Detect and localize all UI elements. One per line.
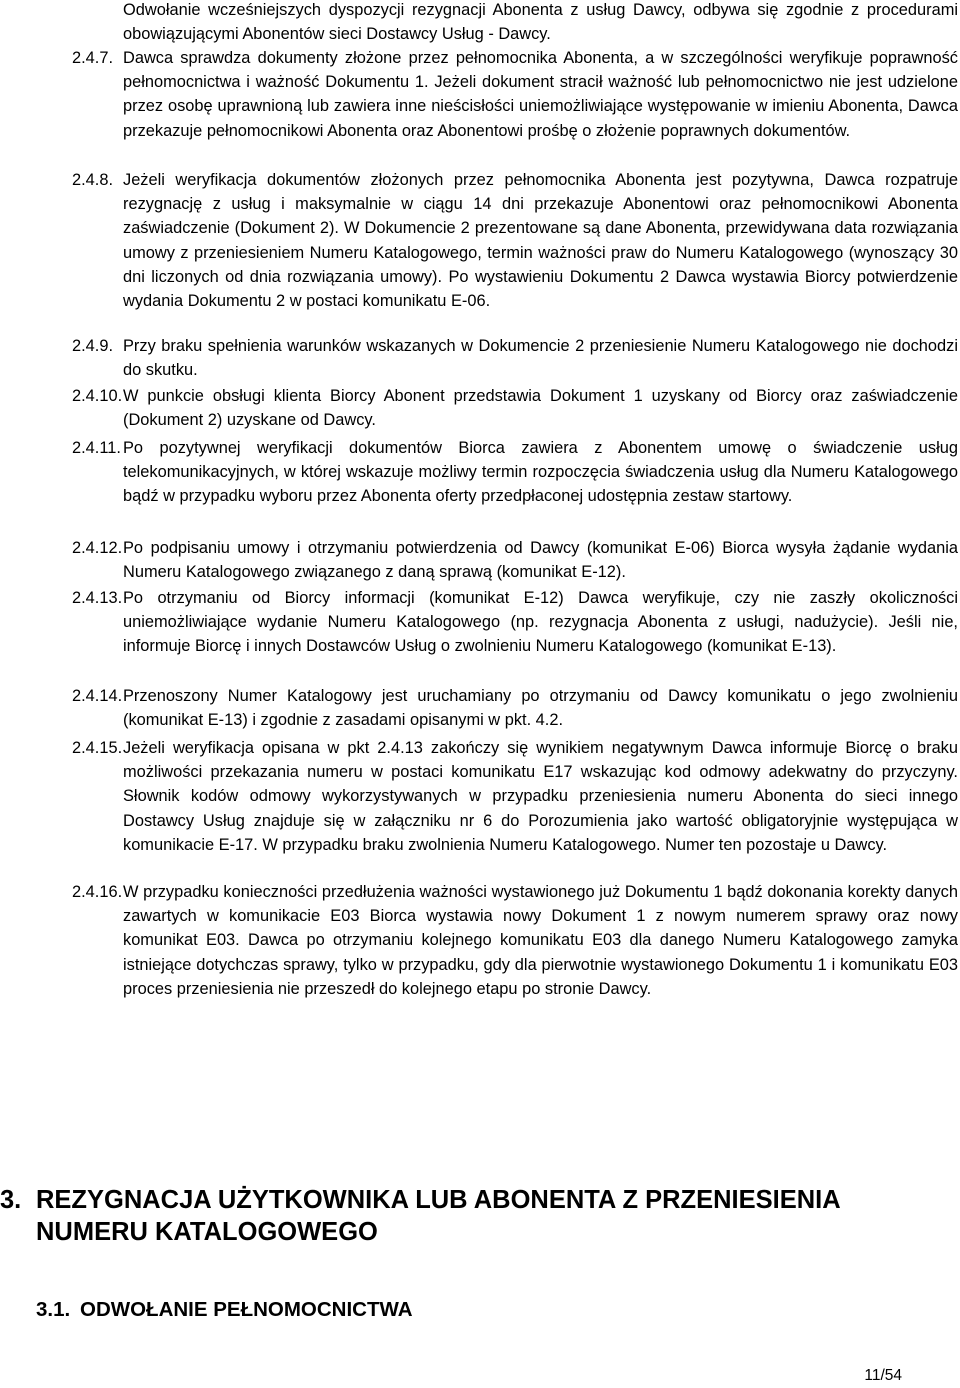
paragraph-number: 2.4.14.: [72, 687, 123, 705]
paragraph-text: W przypadku konieczności przedłużenia ważności wystawionego już Dokumentu 1 bądź dokonania korekty danych zawartych w komunikacie E03 Biorca wystawia nowy Dokument 1 z nowym numerem sprawy oraz nowy komunikat E03. Dawca po otrzymaniu kolejnego komunikatu E03 dla danego Numeru Katalogowego zamyka istniejące dotychczas sprawy, tylko w przypadku, gdy dla pierwotnie wystawionego Dokumentu 1 i komunikatu E03 proces przeniesienia nie przeszedł do kolejnego etapu po stronie Dawcy.: [123, 883, 958, 998]
paragraph-number: 2.4.11.: [72, 439, 121, 457]
section-number: 3.: [0, 1186, 22, 1214]
paragraph-text: Jeżeli weryfikacja opisana w pkt 2.4.13 zakończy się wynikiem negatywnym Dawca informuje Biorcę o braku możliwości przekazania numeru w postaci komunikatu E17 wskazując kod odmowy adekwatny do przyczyny. Słownik kodów odmowy wykorzystywanych w przypadku przeniesienia numeru Abonenta do sieci innego Dostawcy Usług znajduje się w załączniku nr 6 do Porozumienia jako wartość obligatoryjnie występująca w komunikacie E-17. W przypadku braku zwolnienia Numeru Katalogowego. Numer ten pozostaje u Dawcy.: [123, 739, 958, 854]
paragraph-2-4-12: [0, 536, 960, 584]
intro-paragraph: [0, 0, 960, 46]
paragraph-2-4-16: [0, 880, 960, 1001]
paragraph-text: Po podpisaniu umowy i otrzymaniu potwierdzenia od Dawcy (komunikat E-06) Biorca wysyła żądanie wydania Numeru Katalogowego związanego z daną sprawą (komunikat E-12).: [123, 539, 958, 582]
paragraph-number: 2.4.15.: [72, 739, 123, 757]
paragraph-text: Jeżeli weryfikacja dokumentów złożonych przez pełnomocnika Abonenta jest pozytywna, Dawca rozpatruje rezygnację z usług i maksymalnie w ciągu 14 dni przekazuje Abonentowi oraz pełnomocnikowi Abonenta zaświadczenie (Dokument 2). W Dokumencie 2 prezentowane są dane Abonenta, przewidywana data rozwiązania umowy z przeniesieniem Numeru Katalogowego, termin ważności praw do Numeru Katalogowego (wynoszący 30 dni liczonych od dnia rozwiązania umowy). Po wystawieniu Dokumentu 2 Dawca wystawia Biorcy potwierdzenie wydania Dokumentu 2 w postaci komunikatu E-06.: [123, 171, 958, 311]
paragraph-number: 2.4.8.: [72, 171, 114, 189]
paragraph-number: 2.4.7.: [72, 49, 114, 67]
paragraph-number: 2.4.10.: [72, 387, 123, 405]
subsection-number: 3.1.: [36, 1298, 71, 1321]
subsection-title: ODWOŁANIE PEŁNOMOCNICTWA: [80, 1298, 413, 1321]
paragraph-2-4-15: [0, 736, 960, 857]
paragraph-2-4-11: [0, 436, 960, 509]
page-number: 11/54: [864, 1367, 902, 1384]
paragraph-number: 2.4.9.: [72, 337, 114, 355]
paragraph-2-4-9: [0, 334, 960, 382]
paragraph-number: 2.4.13.: [72, 589, 123, 607]
paragraph-text: Przy braku spełnienia warunków wskazanych w Dokumencie 2 przeniesienie Numeru Katalogowego nie dochodzi do skutku.: [123, 337, 958, 380]
paragraph-text: W punkcie obsługi klienta Biorcy Abonent przedstawia Dokument 1 uzyskany od Biorcy oraz zaświadczenie (Dokument 2) uzyskane od Dawcy.: [123, 387, 958, 430]
paragraph-number: 2.4.12.: [72, 539, 123, 557]
paragraph-2-4-8: [0, 168, 960, 313]
paragraph-text: Po otrzymaniu od Biorcy informacji (komunikat E-12) Dawca weryfikuje, czy nie zaszły okoliczności uniemożliwiające wydanie Numeru Katalogowego (np. rezygnacja Abonenta z usługi, nadużycie). Jeśli nie, informuje Biorcę i innych Dostawców Usług o zwolnieniu Numeru Katalogowego (komunikat E-13).: [123, 589, 958, 656]
paragraph-text: Przenoszony Numer Katalogowy jest uruchamiany po otrzymaniu od Dawcy komunikatu o jego zwolnieniu (komunikat E-13) i zgodnie z zasadami opisanymi w pkt. 4.2.: [123, 687, 958, 730]
paragraph-2-4-13: [0, 586, 960, 659]
section-title-line-1: REZYGNACJA UŻYTKOWNIKA LUB ABONENTA Z PRZENIESIENIA: [36, 1186, 841, 1214]
section-title-line-2: NUMERU KATALOGOWEGO: [36, 1218, 378, 1246]
paragraph-text: Po pozytywnej weryfikacji dokumentów Biorca zawiera z Abonentem umowę o świadczenie usług telekomunikacyjnych, w której wskazuje możliwy termin rozpoczęcia świadczenia usług dla Numeru Katalogowego bądź w przypadku wyboru przez Abonenta oferty przedpłaconej udostępnia zestaw startowy.: [123, 439, 958, 506]
paragraph-text: Odwołanie wcześniejszych dyspozycji rezygnacji Abonenta z usług Dawcy, odbywa się zgodnie z procedurami obowiązującymi Abonentów sieci Dostawcy Usług - Dawcy.: [123, 1, 958, 44]
paragraph-2-4-7: [0, 46, 960, 143]
paragraph-number: 2.4.16.: [72, 883, 123, 901]
paragraph-2-4-14: [0, 684, 960, 732]
paragraph-text: Dawca sprawdza dokumenty złożone przez pełnomocnika Abonenta, a w szczególności weryfikuje poprawność pełnomocnictwa i ważność Dokumentu 1. Jeżeli dokument stracił ważność lub pełnomocnictwo nie jest udzielone przez osobę uprawnioną lub zawiera inne nieścisłości uniemożliwiające występowanie w imieniu Abonenta, Dawca przekazuje pełnomocnikowi Abonenta oraz Abonentowi prośbę o złożenie poprawnych dokumentów.: [123, 49, 958, 140]
paragraph-2-4-10: [0, 384, 960, 432]
